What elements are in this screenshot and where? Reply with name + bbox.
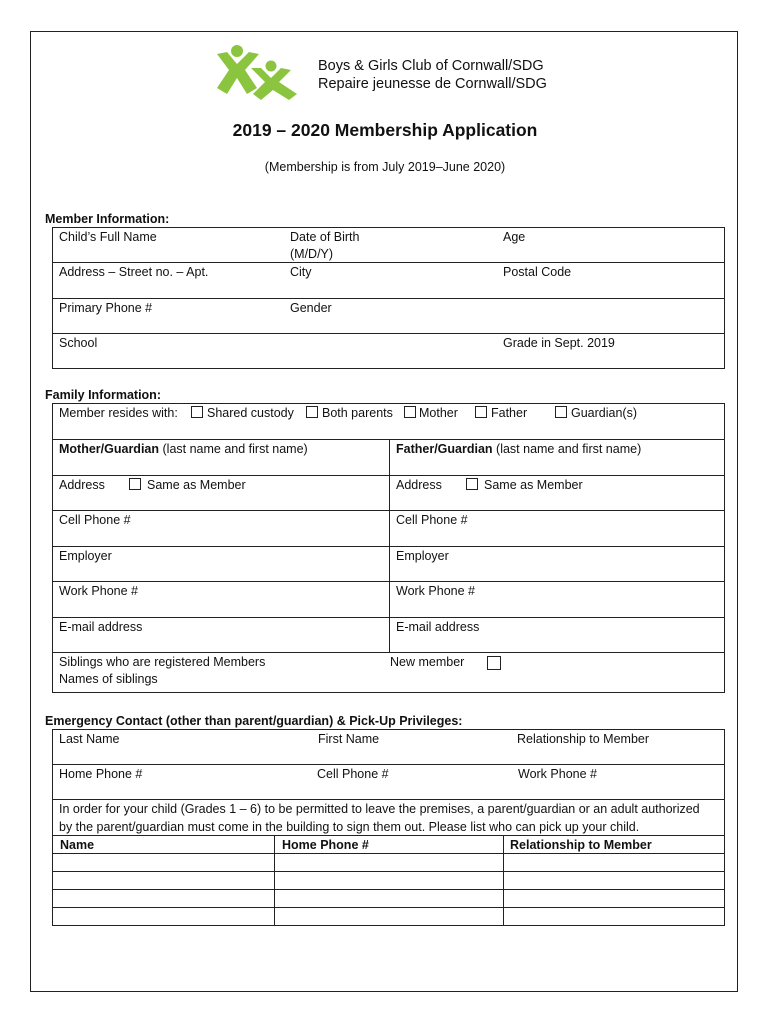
city-field[interactable]: City	[290, 265, 312, 279]
pickup-row-1-relationship-cell[interactable]	[504, 854, 724, 871]
primary-phone-field[interactable]: Primary Phone #	[59, 301, 153, 315]
pickup-row-2-phone-cell[interactable]	[275, 872, 503, 889]
page-title: 2019 – 2020 Membership Application	[232, 120, 538, 140]
pickup-row-1-name-cell[interactable]	[53, 854, 274, 871]
shared-custody-label: Shared custody	[207, 406, 294, 420]
father-cell-phone-field[interactable]: Cell Phone #	[396, 513, 468, 527]
mother-email-field[interactable]: E-mail address	[59, 620, 143, 634]
emergency-first-name-field[interactable]: First Name	[318, 732, 380, 746]
father-same-as-member-label: Same as Member	[484, 478, 583, 492]
pickup-row-1-phone-cell[interactable]	[275, 854, 503, 871]
mother-checkbox[interactable]	[404, 406, 416, 418]
resides-with-label: Member resides with:	[59, 406, 178, 420]
emergency-cell-phone-field[interactable]: Cell Phone #	[317, 767, 389, 781]
emergency-home-phone-field[interactable]: Home Phone #	[59, 767, 143, 781]
father-label: Father	[491, 406, 528, 420]
org-name-english: Boys & Girls Club of Cornwall/SDG	[318, 58, 544, 74]
guardians-label: Guardian(s)	[571, 406, 637, 420]
family-section-heading: Family Information:	[45, 388, 161, 402]
emergency-section-heading: Emergency Contact (other than parent/guardian) & Pick-Up Privileges:	[45, 714, 463, 728]
age-field[interactable]: Age	[503, 230, 526, 244]
father-checkbox[interactable]	[475, 406, 487, 418]
pickup-row-3-phone-cell[interactable]	[275, 890, 503, 907]
grade-field[interactable]: Grade in Sept. 2019	[503, 336, 615, 350]
pickup-note-line2: by the parent/guardian must come in the building to sign them out. Please list who can pick up your child.	[59, 820, 640, 834]
father-same-as-member-checkbox[interactable]	[466, 478, 478, 490]
new-member-checkbox[interactable]	[487, 656, 501, 670]
father-work-phone-field[interactable]: Work Phone #	[396, 584, 475, 598]
pickup-row-4-name-cell[interactable]	[53, 908, 274, 925]
pickup-row-4-phone-cell[interactable]	[275, 908, 503, 925]
page-subtitle: (Membership is from July 2019–June 2020)	[264, 160, 506, 174]
father-email-field[interactable]: E-mail address	[396, 620, 480, 634]
pickup-row-3-relationship-cell[interactable]	[504, 890, 724, 907]
both-parents-label: Both parents	[322, 406, 393, 420]
mother-same-as-member-checkbox[interactable]	[129, 478, 141, 490]
father-guardian-heading: Father/Guardian (last name and first name)	[396, 442, 642, 456]
green-figures-logo-icon	[215, 44, 300, 100]
gender-field[interactable]: Gender	[290, 301, 332, 315]
mother-employer-field[interactable]: Employer	[59, 549, 112, 563]
mother-address-field[interactable]: Address	[59, 478, 105, 492]
member-section-heading: Member Information:	[45, 212, 170, 226]
address-field[interactable]: Address – Street no. – Apt.	[59, 265, 209, 279]
emergency-last-name-field[interactable]: Last Name	[59, 732, 120, 746]
pickup-row-2-relationship-cell[interactable]	[504, 872, 724, 889]
childs-full-name-field[interactable]: Child’s Full Name	[59, 230, 157, 244]
mother-label: Mother	[419, 406, 458, 420]
emergency-work-phone-field[interactable]: Work Phone #	[518, 767, 597, 781]
siblings-label: Siblings who are registered Members	[59, 655, 266, 669]
date-of-birth-format: (M/D/Y)	[290, 247, 334, 261]
shared-custody-checkbox[interactable]	[191, 406, 203, 418]
sibling-names-field[interactable]: Names of siblings	[59, 672, 158, 686]
mother-guardian-heading: Mother/Guardian (last name and first name)	[59, 442, 308, 456]
guardians-checkbox[interactable]	[555, 406, 567, 418]
pickup-col-relationship: Relationship to Member	[510, 838, 652, 852]
org-name-french: Repaire jeunesse de Cornwall/SDG	[318, 76, 547, 92]
pickup-row-4-relationship-cell[interactable]	[504, 908, 724, 925]
pickup-note-line1: In order for your child (Grades 1 – 6) to be permitted to leave the premises, a parent/guardian or an adult authorized	[59, 802, 700, 816]
pickup-col-name: Name	[60, 838, 95, 852]
mother-work-phone-field[interactable]: Work Phone #	[59, 584, 138, 598]
postal-code-field[interactable]: Postal Code	[503, 265, 572, 279]
mother-same-as-member-label: Same as Member	[147, 478, 246, 492]
father-address-field[interactable]: Address	[396, 478, 442, 492]
new-member-label: New member	[390, 655, 465, 669]
both-parents-checkbox[interactable]	[306, 406, 318, 418]
pickup-row-3-name-cell[interactable]	[53, 890, 274, 907]
school-field[interactable]: School	[59, 336, 98, 350]
pickup-row-2-name-cell[interactable]	[53, 872, 274, 889]
date-of-birth-field[interactable]: Date of Birth	[290, 230, 360, 244]
pickup-col-home-phone: Home Phone #	[282, 838, 369, 852]
father-employer-field[interactable]: Employer	[396, 549, 449, 563]
emergency-relationship-field[interactable]: Relationship to Member	[517, 732, 650, 746]
mother-cell-phone-field[interactable]: Cell Phone #	[59, 513, 131, 527]
